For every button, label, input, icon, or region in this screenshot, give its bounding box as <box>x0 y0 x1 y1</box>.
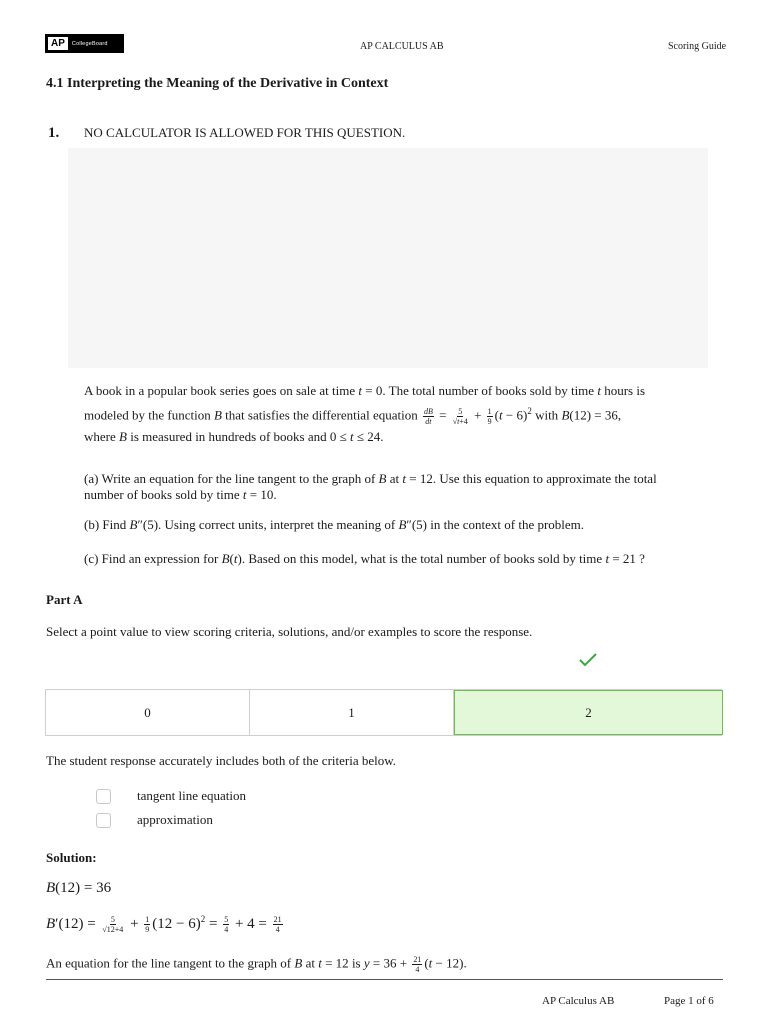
score-selector <box>45 689 722 736</box>
section-title: 4.1 Interpreting the Meaning of the Derivative in Context <box>46 76 389 91</box>
score-option-0[interactable]: 0 <box>46 690 250 735</box>
response-summary: The student response accurately includes both of the criteria below. <box>46 753 397 768</box>
calculator-note: NO CALCULATOR IS ALLOWED FOR THIS QUESTION. <box>84 125 406 140</box>
header-course-title: AP CALCULUS AB <box>360 41 444 52</box>
solution-label: Solution: <box>46 850 97 865</box>
header-scoring-guide: Scoring Guide <box>668 41 727 52</box>
intro-text-1: A book in a popular book series goes on sale at time <box>84 383 356 398</box>
part-b-text-3: in the context of the problem. <box>430 517 585 532</box>
criterion-label: tangent line equation <box>137 788 247 803</box>
part-a-text-1: (a) Write an equation for the line tangent to the graph of <box>84 471 376 486</box>
tangent-line-statement: An equation for the line tangent to the graph of B at t = 12 is y = 36 + $\frac{21}{4}$ (t − 12). <box>46 955 467 974</box>
intro-text-4: modeled by the function <box>84 407 211 423</box>
intro-text-2: . The total number of books sold by time <box>382 383 595 398</box>
criterion-checkbox[interactable] <box>96 813 111 828</box>
ap-collegeboard-logo <box>45 34 124 53</box>
check-icon <box>578 652 598 668</box>
footer-divider <box>46 979 723 980</box>
intro-text-7: where <box>84 428 116 444</box>
part-a-text-4: number of books sold by time <box>84 487 240 502</box>
question-number: 1. <box>48 125 60 141</box>
part-b-text-2: . Using correct units, interpret the meaning of <box>158 517 396 532</box>
part-a-title: Part A <box>46 592 83 607</box>
score-instruction: Select a point value to view scoring criteria, solutions, and/or examples to score the response. <box>46 624 533 639</box>
part-a-text-2: at <box>389 471 400 486</box>
part-a-prompt: (a) Write an equation for the line tangent to the graph of B at t = 12. Use this equation to approximate the total number of books sold by time t = 10. <box>84 471 657 502</box>
intro-text-8: is measured in hundreds of books and <box>130 428 327 444</box>
criterion-item <box>96 812 213 828</box>
part-a-text-3: . Use this equation to approximate the total <box>432 471 657 486</box>
logo-collegeboard-text: CollegeBoard <box>71 40 108 47</box>
footer-course: AP Calculus AB <box>542 995 615 1007</box>
tangent-at-text: at <box>305 955 315 971</box>
criterion-item <box>96 788 246 804</box>
tangent-is-text: is <box>351 955 361 971</box>
solution-equation-2: B′(12) = $\frac{5}{√12+4}$ + $\frac{1}{9}$ $(12 - 6)^2$ = $\frac{5}{4}$ + 4 = $\frac{21}{4}$ <box>46 914 282 935</box>
part-c-text-2: . Based on this model, what is the total number of books sold by time <box>241 551 603 566</box>
intro-text-5: that satisfies the differential equation <box>225 407 418 423</box>
score-option-1[interactable]: 1 <box>250 690 454 735</box>
criterion-checkbox[interactable] <box>96 789 111 804</box>
part-c-prompt: (c) Find an expression for B(t). Based on this model, what is the total number of books sold by time t = 21 ? <box>84 551 645 566</box>
intro-text-6: with <box>535 407 559 423</box>
part-b-prompt: (b) Find B″(5). Using correct units, interpret the meaning of B″(5) in the context of the problem. <box>84 517 585 532</box>
part-c-text-1: (c) Find an expression for <box>84 551 219 566</box>
footer-page-number: Page 1 of 6 <box>664 995 714 1007</box>
tangent-text: An equation for the line tangent to the graph of <box>46 955 292 971</box>
part-b-text-1: (b) Find <box>84 517 127 532</box>
criterion-label: approximation <box>137 812 213 827</box>
score-option-2[interactable]: 2 <box>454 690 723 735</box>
image-placeholder <box>68 148 708 368</box>
intro-text-3: hours is <box>604 383 646 398</box>
question-intro: A book in a popular book series goes on sale at time t = 0. The total number of books sold by time t hours is modeled by the function B that satisfies the differential equation $\frac{dB}{dt}$ = $\frac{5}{√t+4}$ + $\frac{1}{9}$ $(t - 6)^2$ with B(12) = 36, where B is measured in hundreds of books and 0 ≤ t ≤ 24. <box>84 383 646 444</box>
solution-equation-1: B(12) = 36 <box>46 880 112 896</box>
logo-ap-text: AP <box>48 37 68 50</box>
